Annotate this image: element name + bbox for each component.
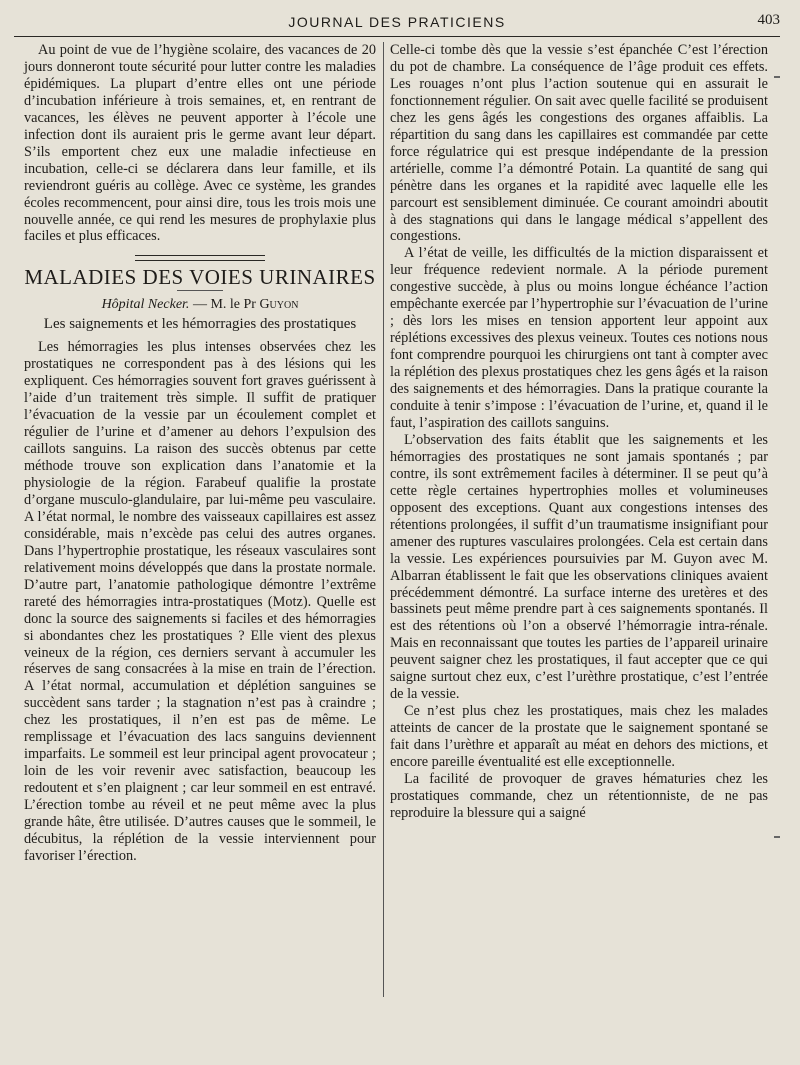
body-paragraph-4: Ce n’est plus chez les prostatiques, mais chez les malades atteints de cancer de la prostate que le saignement spontané se fait dans l’urèthre et apparaît au méat en dehors des mictions, et encore pareille éventualité est elle exceptionnelle. <box>390 703 768 771</box>
running-head <box>14 10 780 37</box>
margin-mark <box>774 76 780 78</box>
byline <box>24 297 376 314</box>
body-paragraph-5: La facilité de provoquer de graves hématuries chez les prostatiques commande, chez un rétentionniste, de ne pas reproduire la blessure qui a saigné <box>390 770 768 821</box>
body-paragraph-3: L’observation des faits établit que les saignements et les hémorragies des prostatiques ne sont jamais spontanés ; par contre, ils sont extrêmement faciles à déterminer. Il se peut qu’à cette règle certaines hypertrophies molles et volumineuses opposent des exceptions. Quant aux congestions intenses des rétentions prolongées, il suffit d’un traumatisme insignifiant pour amener des ruptures vasculaires prolongées. Cela est certain dans la vessie. Les expériences poursuivies par M. Guyon avec M. Albarran établissent le fait que les observations cliniques avaient précédemment démontré. La surface interne des uretères et des bassinets peut même prendre part à ces saignements spontanés. Il est des rétentions où l’on a observé l’hémorragie intra-rénale. Mais en reconnaissant que toutes les parties de l’appareil urinaire peuvent saigner chez les prostatiques, il faut accepter que ce qui saigne surtout chez eux, c’est l’urèthre prostatique, c’est l’entrée de la vessie. <box>390 431 768 703</box>
right-column <box>390 42 768 1058</box>
byline-separator: — M. le Pr <box>189 297 260 313</box>
journal-title: JOURNAL DES PRATICIENS <box>288 14 506 30</box>
section-heading: MALADIES DES VOIES URINAIRES <box>24 265 376 290</box>
page-number: 403 <box>757 12 780 28</box>
article-body-paragraph: Les hémorragies les plus intenses observées chez les prostatiques ne correspondent pas à des lésions qui les expliquent. Ces hémorragies souvent fort graves guérissent à l’aide d’un traitement très simple. Il suffit de pratiquer l’évacuation de la vessie par un écoulement complet et régulier de l’urine et d’amener au dehors l’expulsion des caillots sanguins. La raison des succès obtenus par cette méthode trouve son explication dans l’anatomie et la physiologie de la région. Farabeuf qualifie la prostate d’organe musculo-glandulaire, par lui-même peu vasculaire. A l’état normal, le nombre des vaisseaux capillaires est assez considérable, mais n’excède pas celui des autres organes. Dans l’hypertrophie prostatique, les réseaux vasculaires sont relativement moins développés que dans la prostate normale. D’autre part, l’anatomie pathologique démontre l’extrême rareté des hémorragies intra-prostatiques (Motz). Quelle est donc la source des saignements si faciles et des hémorragies si abondantes chez les prostatiques ? Elle vient des plexus veineux de la région, ces derniers servant à accumuler les réserves de sang consacrées à la mise en train de l’érection. A l’état normal, accumulation et déplétion sanguines se succèdent sans tarder ; la stagnation n’est pas à craindre ; chez les prostatiques, il n’en est pas de même. Le remplissage et l’évacuation des lacs sanguins deviennent imparfaits. Le sommeil est leur principal agent provocateur ; loin de les voir revenir avec satisfaction, beaucoup les redoutent et s’en plaignent ; car leur sommeil en est entravé. L’érection tombe au réveil et ne peut même avec la plus grande hâte, être utilisée. D’autres causes que le sommeil, le décubitus, la réplétion de la vessie interviennent pour favoriser l’érection. <box>24 339 376 864</box>
body-paragraph-1: Celle-ci tombe dès que la vessie s’est épanchée C’est l’érection du pot de chambre. La conséquence de l’âge produit ces effets. Les rouages n’ont plus l’action soutenue qui en assurait le fonctionnement régulier. On sait avec quelle facilité se produisent chez les gens âgés les congestions des organes affaiblis. La répartition du sang dans les capillaires est commandée par cette force régulatrice qui est presque indépendante de la pression artérielle, comme l’a démontré Potain. La quantité de sang qui pénètre dans les organes et la rapidité avec laquelle elle les parcourt est sensiblement diminuée. Ce courant amoindri aboutit à des stagnations qui dans le langage médical s’appellent des congestions. <box>390 42 768 245</box>
column-divider <box>383 42 384 997</box>
section-separator <box>135 255 265 261</box>
heading-underline <box>177 290 223 291</box>
byline-hospital: Hôpital Necker. <box>101 297 190 313</box>
left-column <box>24 42 376 1058</box>
byline-author: Guyon <box>259 297 299 313</box>
body-paragraph-2: A l’état de veille, les difficultés de la miction disparaissent et leur fréquence redevient normale. A la période purement congestive succède, à plus ou moins longue échéance l’action empêchante exercée par l’hypertrophie sur l’évacuation de l’urine ; dès lors les mises en tension apportent leur appoint aux réplétions excessives des plexus veineux. Toutes ces notions nous font comprendre pourquoi les chirurgiens ont tant à compter avec la réplétion des plexus prostatiques chez les gens âgés et la raison des saignements et des hémorragies. Dans la pratique courante la conduite à tenir s’impose : l’évacuation de l’urine, et, quand il le faut, l’aspiration des caillots sanguins. <box>390 245 768 431</box>
intro-paragraph: Au point de vue de l’hygiène scolaire, des vacances de 20 jours donneront toute sécurité pour lutter contre les maladies épidémiques. La plupart d’entre elles ont une période d’incubation inférieure à trois semaines, et, en rentrant de vacances, les élèves ne peuvent apporter à l’école une infection dont ils auraient pris le germe avant leur départ. S’ils emportent chez eux une maladie infectieuse en incubation, celle-ci se déclarera dans leur famille, et ils reviendront guéris au collège. Avec ce système, les grandes écoles recommencent, pour ainsi dire, tous les trois mois une nouvelle année, ce qui rend les mesures de prophylaxie plus faciles et plus efficaces. <box>24 42 376 245</box>
margin-mark <box>774 836 780 838</box>
article-title: Les saignements et les hémorragies des prostatiques <box>43 316 357 333</box>
